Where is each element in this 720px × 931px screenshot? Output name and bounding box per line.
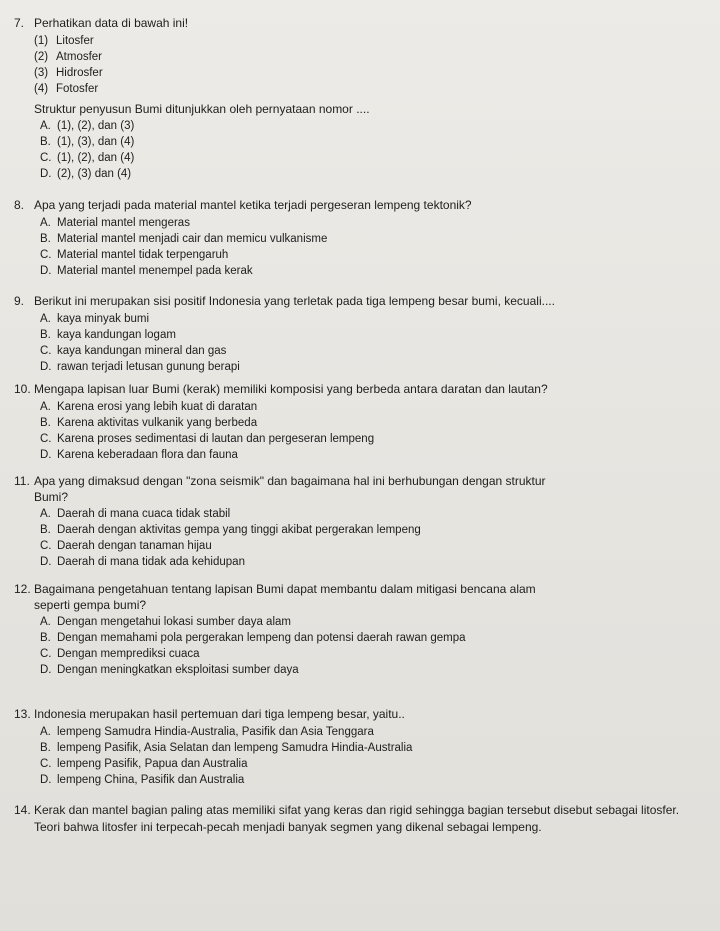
list-item: (4) Fotosfer (34, 82, 99, 95)
question-stem (0, 198, 720, 214)
question-text: Apa yang dimaksud dengan "zona seismik" dan bagaimana hal ini berhubungan dengan struktur Bumi? (34, 474, 546, 504)
question-text: Mengapa lapisan luar Bumi (kerak) memiliki komposisi yang berbeda antara daratan dan lautan? (34, 382, 548, 396)
question-stem (0, 802, 720, 835)
option-d[interactable]: D. (2), (3) dan (4) (40, 168, 132, 180)
option-d[interactable]: D. Dengan meningkatkan eksploitasi sumber daya (40, 664, 299, 676)
options-list (0, 399, 720, 463)
list-item: (2) Atmosfer (34, 50, 103, 63)
options-list (0, 215, 720, 279)
option-b[interactable]: B. Dengan memahami pola pergerakan lempeng dan potensi daerah rawan gempa (40, 632, 466, 644)
option-c[interactable]: C. lempeng Pasifik, Papua dan Australia (40, 757, 248, 770)
option-a[interactable]: A. Material mantel mengeras (40, 216, 190, 229)
option-d[interactable]: D. Daerah di mana tidak ada kehidupan (40, 556, 245, 568)
option-a[interactable]: A. Karena erosi yang lebih kuat di daratan (40, 400, 258, 413)
option-b[interactable]: B. kaya kandungan logam (40, 328, 176, 341)
question-text: Indonesia merupakan hasil pertemuan dari tiga lempeng besar, yaitu.. (34, 707, 405, 721)
question-number: 12. (14, 582, 31, 596)
option-c[interactable]: C. Material mantel tidak terpengaruh (40, 248, 229, 261)
question-11 (0, 474, 720, 570)
option-c[interactable]: C. Dengan memprediksi cuaca (40, 648, 200, 660)
options-list (0, 724, 720, 788)
question-14 (0, 802, 720, 835)
question-number: 11. (14, 474, 30, 488)
question-number: 9. (14, 294, 25, 308)
list-item: (3) Hidrosfer (34, 66, 103, 79)
question-number: 8. (14, 198, 25, 212)
option-d[interactable]: D. Material mantel menempel pada kerak (40, 264, 253, 277)
option-d[interactable]: D. lempeng China, Pasifik dan Australia (40, 773, 245, 786)
option-c[interactable]: C. kaya kandungan mineral dan gas (40, 344, 227, 357)
question-text: Bagaimana pengetahuan tentang lapisan Bumi dapat membantu dalam mitigasi bencana alam seperti gempa bumi? (34, 582, 536, 612)
question-number: 13. (14, 707, 31, 721)
question-8 (0, 198, 720, 279)
question-10 (0, 382, 720, 463)
option-b[interactable]: B. lempeng Pasifik, Asia Selatan dan lempeng Samudra Hindia-Australia (40, 741, 413, 754)
question-text: Apa yang terjadi pada material mantel ketika terjadi pergeseran lempeng tektonik? (34, 198, 472, 212)
option-a[interactable]: A. Dengan mengetahui lokasi sumber daya alam (40, 616, 291, 628)
option-d[interactable]: D. rawan terjadi letusan gunung berapi (40, 360, 240, 373)
option-d[interactable]: D. Karena keberadaan flora dan fauna (40, 448, 238, 461)
options-list (0, 311, 720, 375)
question-text: Perhatikan data di bawah ini! (34, 16, 189, 30)
option-c[interactable]: C. Daerah dengan tanaman hijau (40, 540, 212, 552)
option-b[interactable]: B. Karena aktivitas vulkanik yang berbeda (40, 416, 258, 429)
option-c[interactable]: C. Karena proses sedimentasi di lautan dan pergeseran lempeng (40, 432, 375, 445)
option-a[interactable]: A. Daerah di mana cuaca tidak stabil (40, 508, 231, 520)
question-stem (0, 294, 720, 310)
option-b[interactable]: B. Daerah dengan aktivitas gempa yang tinggi akibat pergerakan lempeng (40, 524, 421, 536)
question-text: Berikut ini merupakan sisi positif Indonesia yang terletak pada tiga lempeng besar bumi, kecuali.... (34, 294, 555, 308)
options-list (0, 506, 720, 570)
question-7 (0, 16, 720, 182)
question-stem (0, 16, 720, 32)
data-list (0, 33, 720, 97)
question-12 (0, 582, 720, 678)
option-c[interactable]: C. (1), (2), dan (4) (40, 152, 135, 164)
sub-question: Struktur penyusun Bumi ditunjukkan oleh pernyataan nomor .... (34, 101, 370, 116)
option-b[interactable]: B. Material mantel menjadi cair dan memicu vulkanisme (40, 232, 328, 245)
question-stem (0, 382, 720, 398)
question-number: 10. (14, 382, 31, 396)
option-a[interactable]: A. kaya minyak bumi (40, 312, 150, 325)
list-item: (1) Litosfer (34, 34, 94, 47)
option-b[interactable]: B. (1), (3), dan (4) (40, 136, 135, 148)
option-a[interactable]: A. (1), (2), dan (3) (40, 120, 135, 132)
question-stem (0, 474, 574, 505)
question-13 (0, 707, 720, 788)
question-stem (0, 582, 584, 613)
question-stem (0, 707, 720, 723)
option-a[interactable]: A. lempeng Samudra Hindia-Australia, Pasifik dan Asia Tenggara (40, 725, 374, 738)
question-number: 7. (14, 16, 25, 30)
question-number: 14. (14, 803, 31, 817)
options-list (0, 118, 720, 182)
options-list (0, 614, 720, 678)
question-9 (0, 294, 720, 375)
question-text: Kerak dan mantel bagian paling atas memiliki sifat yang keras dan rigid sehingga bagian tersebut disebut sebagai litosfer. Teori bahwa litosfer ini terpecah-pecah menjadi banyak segmen yang dikenal sebagai lempeng. (34, 803, 680, 834)
